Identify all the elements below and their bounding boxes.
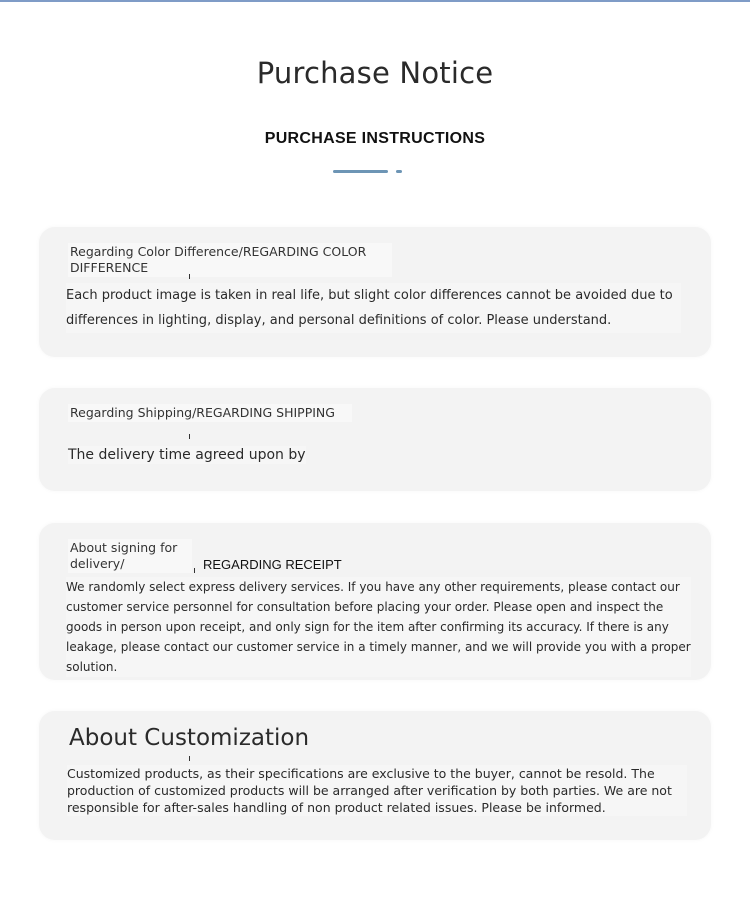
divider-tick: [189, 274, 190, 279]
page-title: Purchase Notice: [256, 56, 494, 90]
divider-tick: [194, 568, 195, 573]
page-subtitle: PURCHASE INSTRUCTIONS: [264, 130, 486, 147]
section-receipt: [39, 523, 711, 680]
section-body: Each product image is taken in real life, but slight color differences cannot be avoided due to differences in lighting, display, and personal definitions of color. Please understand.: [66, 283, 681, 333]
section-body: Customized products, as their specifications are exclusive to the buyer, cannot be resold. The production of customized products will be arranged after verification by both parties. We are not responsible for after-sales handling of non product related issues. Please be informed.: [67, 765, 687, 816]
section-heading: About Customization: [69, 725, 310, 751]
section-shipping: [39, 388, 711, 491]
section-heading: Regarding Shipping/REGARDING SHIPPING: [68, 404, 352, 422]
section-heading: Regarding Color Difference/REGARDING COLOR DIFFERENCE: [68, 243, 392, 277]
top-border-line: [0, 0, 750, 2]
section-body: The delivery time agreed upon by: [68, 447, 306, 463]
section-label: REGARDING RECEIPT: [203, 557, 342, 572]
section-body: We randomly select express delivery services. If you have any other requirements, please contact our customer service personnel for consultation before placing your order. Please open and inspect the goods in person upon receipt, and only sign for the item after confirming its accuracy. If there is any leakage, please contact our customer service in a timely manner, and we will provide you with a proper solution.: [66, 577, 691, 677]
section-color-difference: [39, 227, 711, 357]
section-heading: About signing for delivery/: [68, 539, 192, 573]
divider-tick: [189, 756, 190, 761]
section-customization: [39, 711, 711, 840]
title-divider-dot: [396, 170, 402, 173]
title-divider: [333, 170, 388, 173]
divider-tick: [189, 434, 190, 439]
